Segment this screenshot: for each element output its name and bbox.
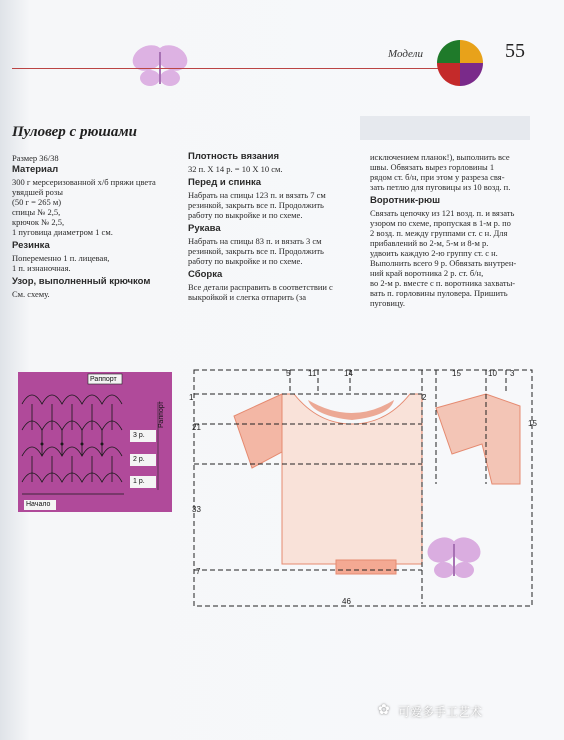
material-text: 300 г мерсеризованной х/б пряжи цвета увядшей розы (50 г = 265 м) спицы № 2,5, крючок № 2,5, 1 пуговица диаметром 1 см. [12,177,156,237]
garment-schematic [190,364,545,618]
crochet-text: См. схему. [12,289,50,299]
chart-rapport-top-label: Раппорт [90,376,117,383]
column-right [370,152,540,312]
assembly-heading: Сборка [188,269,223,280]
column-left [12,165,177,303]
yarn-ball-logo [437,40,483,86]
rib-text: Попеременно 1 п. лицевая, 1 п. изнаночная. [12,253,110,273]
dim-14: 14 [344,369,353,378]
size-text: Размер 36/38 [12,153,59,163]
wechat-icon: ✿ [378,703,390,718]
gauge-text: 32 п. Х 14 р. = 10 Х 10 см. [188,164,283,174]
chart-start-label: Начало [26,501,51,508]
material-heading: Материал [12,164,59,175]
page-title: Пуловер с рюшами [12,124,138,140]
dim-sleeve-15-top: 15 [452,369,461,378]
assembly-text: Все детали расправить в соответствии с выкройкой и слегка отпарить (за [188,282,333,302]
crochet-heading: Узор, выполненный крючком [12,276,151,287]
sleeves-text: Набрать на спицы 83 п. и вязать 3 см резинкой, закрыть все п. Продолжить работу по выкройке и по схеме. [188,236,324,266]
dim-46: 46 [342,597,351,606]
dim-1: 1 [189,393,194,402]
rib-heading: Резинка [12,240,50,251]
dim-5: 5 [286,369,291,378]
chart-rapport-side-label: Раппорт [158,401,165,428]
crochet-chart [18,372,172,512]
sleeves-heading: Рукава [188,223,221,234]
page-number: 55 [505,40,525,62]
collar-text: Связать цепочку из 121 возд. п. и вязать узором по схеме, пропуская в 1-м р. по 2 возд. п. между группами ст. с н. Для прибавлений во 2-м, 5-м и 8-м р. удвоить каждую 2-ю группу ст. с н. Выполнить всего 9 р. Обвязать внутрен- ний край воротника 2 р. ст. б/н, во 2-м р. вместе с п. воротника захваты- вать п. горловины пуловера. Пришить пуговицу. [370,208,517,308]
assembly-continued-text: исключением планок!), выполнить все швы. Обвязать вырез горловины 1 рядом ст. б/н, при этом у разреза свя- зать петлю для пуговицы из 10 возд. п. [370,152,511,192]
column-middle [188,152,358,306]
watermark-text: 可爱多手工艺术 [398,705,483,719]
dim-sleeve-10: 10 [488,369,497,378]
dim-sleeve-15-side: 15 [528,419,537,428]
dim-33: 33 [192,505,201,514]
collar-heading: Воротник-рюш [370,195,441,206]
front-back-text: Набрать на спицы 123 п. и вязать 7 см резинкой, закрыть все п. Продолжить работу по выкройке и по схеме. [188,190,326,220]
dim-7: 7 [196,567,201,576]
chart-row2-label: 2 р. [133,456,145,463]
dim-sleeve-3: 3 [510,369,515,378]
dim-11: 11 [308,369,317,378]
header-rule [12,68,442,69]
front-back-heading: Перед и спинка [188,177,261,188]
gauge-heading: Плотность вязания [188,151,280,162]
crochet-chart-pattern [18,372,172,512]
dim-21: 21 [192,423,201,432]
section-label: Модели [388,48,423,60]
header-band [360,116,530,140]
chart-row3-label: 3 р. [133,432,145,439]
dim-2: 2 [422,393,427,402]
chart-row1-label: 1 р. [133,478,145,485]
